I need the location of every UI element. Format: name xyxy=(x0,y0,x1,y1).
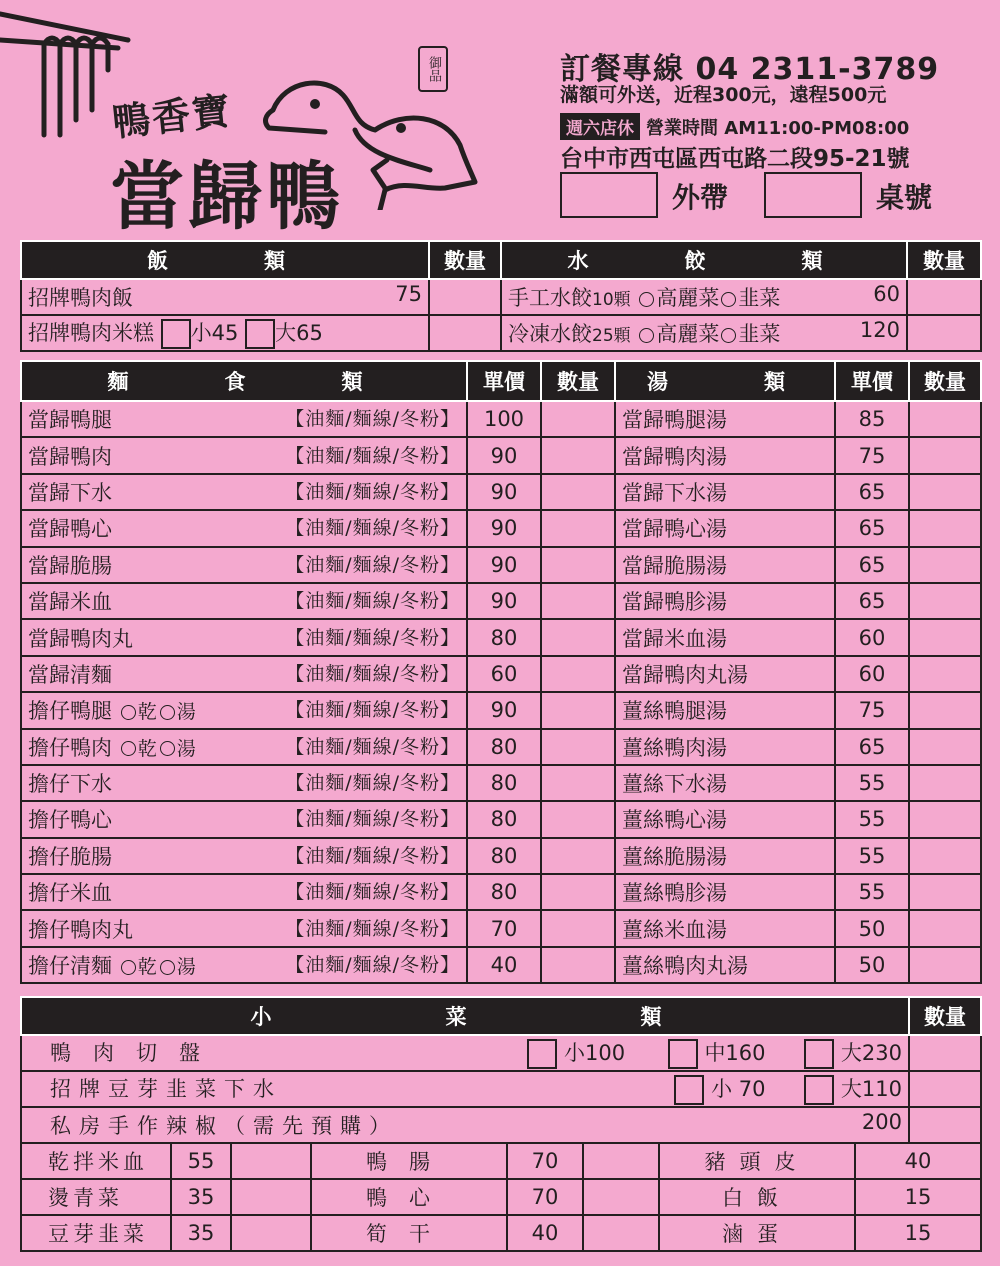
side-item-price: 35 xyxy=(171,1179,231,1215)
noodle-name: 擔仔鴨肉丸 xyxy=(28,917,133,942)
qty-cell[interactable] xyxy=(541,801,615,837)
noodle-options: 【油麵/麵線/冬粉】 xyxy=(285,444,460,467)
option-circle-icon[interactable] xyxy=(721,292,736,307)
qty-cell[interactable] xyxy=(909,729,981,765)
soup-name: 當歸鴨胗湯 xyxy=(615,583,835,619)
qty-cell[interactable] xyxy=(541,838,615,874)
qty-cell[interactable] xyxy=(429,279,501,315)
qty-cell[interactable] xyxy=(231,1179,311,1215)
side-item-price: 55 xyxy=(171,1143,231,1179)
soup-price: 55 xyxy=(835,874,909,910)
noodle-name: 擔仔鴨腿 xyxy=(28,699,112,724)
noodle-options: 【油麵/麵線/冬粉】 xyxy=(285,954,460,977)
soup-price: 55 xyxy=(835,765,909,801)
noodle-price: 80 xyxy=(467,729,541,765)
noodle-price: 60 xyxy=(467,656,541,692)
noodle-name: 當歸鴨肉 xyxy=(28,444,112,469)
option-circle-icon[interactable] xyxy=(160,960,175,975)
option-circle-icon[interactable] xyxy=(121,741,136,756)
noodle-item xyxy=(21,801,467,837)
size-checkbox[interactable] xyxy=(161,319,191,349)
noodle-item xyxy=(21,437,467,473)
qty-cell[interactable] xyxy=(541,765,615,801)
noodle-name: 當歸鴨腿 xyxy=(28,408,112,433)
soup-name: 當歸脆腸湯 xyxy=(615,547,835,583)
side-item-name: 滷蛋 xyxy=(659,1215,855,1251)
soup-name: 薑絲脆腸湯 xyxy=(615,838,835,874)
soup-price: 75 xyxy=(835,692,909,728)
brand-subtitle: 鴨香寶 xyxy=(110,88,235,145)
soup-price: 75 xyxy=(835,437,909,473)
noodle-options: 【油麵/麵線/冬粉】 xyxy=(285,772,460,795)
noodle-item: 擔仔鴨腿 乾 湯 【油麵/麵線/冬粉】 xyxy=(21,692,467,728)
option-circle-icon[interactable] xyxy=(721,328,736,343)
noodle-options: 【油麵/麵線/冬粉】 xyxy=(285,881,460,904)
soup-name: 薑絲鴨腿湯 xyxy=(615,692,835,728)
qty-cell[interactable] xyxy=(909,656,981,692)
qty-cell[interactable] xyxy=(909,838,981,874)
size-checkbox[interactable] xyxy=(668,1039,698,1069)
noodle-name: 當歸下水 xyxy=(28,480,112,505)
noodle-item xyxy=(21,765,467,801)
dumpling-item: 手工水餃10顆 高麗菜 韭菜 60 xyxy=(501,279,907,315)
table-row xyxy=(21,510,981,546)
soup-name: 薑絲鴨心湯 xyxy=(615,801,835,837)
qty-cell[interactable] xyxy=(909,692,981,728)
noodle-name: 當歸清麵 xyxy=(28,662,112,687)
qty-cell[interactable] xyxy=(909,474,981,510)
noodle-price: 80 xyxy=(467,619,541,655)
soup-name: 薑絲鴨肉丸湯 xyxy=(615,947,835,983)
dumpling-qty-header: 數量 xyxy=(907,241,981,279)
qty-cell[interactable] xyxy=(909,401,981,437)
qty-cell[interactable] xyxy=(909,1035,981,1071)
noodle-price: 80 xyxy=(467,765,541,801)
table-row xyxy=(21,619,981,655)
soup-price: 50 xyxy=(835,947,909,983)
soup-price: 50 xyxy=(835,910,909,946)
noodle-unit-header: 單價 xyxy=(467,361,541,401)
noodle-name: 當歸米血 xyxy=(28,590,112,615)
qty-cell[interactable] xyxy=(541,874,615,910)
table-row xyxy=(21,1179,981,1215)
soup-name: 當歸鴨心湯 xyxy=(615,510,835,546)
size-checkbox[interactable] xyxy=(527,1039,557,1069)
side-item-name: 豆芽韭菜 xyxy=(21,1215,171,1251)
rice-qty-header: 數量 xyxy=(429,241,501,279)
table-row xyxy=(21,474,981,510)
side-item-name: 白飯 xyxy=(659,1179,855,1215)
rice-item: 招牌鴨肉飯 75 xyxy=(21,279,429,315)
noodle-item: 擔仔鴨肉 乾 湯 【油麵/麵線/冬粉】 xyxy=(21,729,467,765)
qty-cell[interactable] xyxy=(231,1143,311,1179)
qty-cell[interactable] xyxy=(583,1215,659,1251)
qty-cell[interactable] xyxy=(909,910,981,946)
table-row xyxy=(21,838,981,874)
table-row xyxy=(21,437,981,473)
table-row xyxy=(21,801,981,837)
table-row xyxy=(21,1071,981,1107)
noodle-name: 當歸脆腸 xyxy=(28,553,112,578)
qty-cell[interactable] xyxy=(541,656,615,692)
qty-cell[interactable] xyxy=(429,315,501,351)
qty-cell[interactable] xyxy=(909,874,981,910)
side-item-name: 鴨心 xyxy=(311,1179,507,1215)
noodle-item xyxy=(21,547,467,583)
noodle-item: 擔仔清麵 乾 湯 【油麵/麵線/冬粉】 xyxy=(21,947,467,983)
qty-cell[interactable] xyxy=(909,619,981,655)
delivery-info: 滿額可外送，近程300元，遠程500元 xyxy=(560,84,887,106)
soup-name: 當歸鴨肉湯 xyxy=(615,437,835,473)
option-circle-icon[interactable] xyxy=(160,705,175,720)
side-item-price: 70 xyxy=(507,1179,583,1215)
qty-cell[interactable] xyxy=(541,510,615,546)
qty-cell[interactable] xyxy=(231,1215,311,1251)
noodle-options: 【油麵/麵線/冬粉】 xyxy=(285,699,460,722)
option-circle-icon[interactable] xyxy=(160,741,175,756)
rice-dumpling-table xyxy=(20,240,982,352)
noodle-options: 【油麵/麵線/冬粉】 xyxy=(285,626,460,649)
noodle-price: 40 xyxy=(467,947,541,983)
qty-cell[interactable] xyxy=(541,619,615,655)
table-row xyxy=(21,947,981,983)
noodle-name: 擔仔下水 xyxy=(28,772,112,797)
qty-cell[interactable] xyxy=(909,510,981,546)
table-row xyxy=(21,547,981,583)
noodle-options: 【油麵/麵線/冬粉】 xyxy=(285,590,460,613)
qty-cell[interactable] xyxy=(907,279,981,315)
side-item-price: 35 xyxy=(171,1215,231,1251)
dumpling-item: 冷凍水餃25顆 高麗菜 韭菜 120 xyxy=(501,315,907,351)
noodle-item xyxy=(21,583,467,619)
soup-price: 55 xyxy=(835,838,909,874)
noodle-price: 90 xyxy=(467,692,541,728)
noodle-name: 擔仔米血 xyxy=(28,881,112,906)
table-row xyxy=(21,583,981,619)
table-row xyxy=(21,401,981,437)
noodle-options: 【油麵/麵線/冬粉】 xyxy=(285,844,460,867)
noodle-name: 當歸鴨肉丸 xyxy=(28,626,133,651)
brand-title: 當歸鴨 xyxy=(110,154,344,240)
qty-cell[interactable] xyxy=(909,547,981,583)
side-item-price: 15 xyxy=(855,1179,981,1215)
noodle-soup-table xyxy=(20,360,982,984)
soup-name: 當歸鴨肉丸湯 xyxy=(615,656,835,692)
qty-cell[interactable] xyxy=(909,1107,981,1143)
noodle-name: 擔仔鴨心 xyxy=(28,808,112,833)
noodle-options: 【油麵/麵線/冬粉】 xyxy=(285,553,460,576)
soup-price: 65 xyxy=(835,729,909,765)
noodle-price: 70 xyxy=(467,910,541,946)
soup-name: 當歸下水湯 xyxy=(615,474,835,510)
table-row xyxy=(21,1143,981,1179)
table-row xyxy=(21,910,981,946)
business-hours xyxy=(560,113,909,140)
soup-name: 當歸鴨腿湯 xyxy=(615,401,835,437)
noodle-price: 90 xyxy=(467,437,541,473)
noodle-item xyxy=(21,910,467,946)
qty-cell[interactable] xyxy=(541,947,615,983)
qty-cell[interactable] xyxy=(583,1143,659,1179)
option-circle-icon[interactable] xyxy=(121,705,136,720)
side-item-name: 鴨腸 xyxy=(311,1143,507,1179)
noodle-item xyxy=(21,619,467,655)
qty-cell[interactable] xyxy=(541,910,615,946)
noodle-item xyxy=(21,838,467,874)
soup-price: 60 xyxy=(835,656,909,692)
qty-cell[interactable] xyxy=(541,692,615,728)
size-checkbox[interactable] xyxy=(245,319,275,349)
qty-cell[interactable] xyxy=(541,401,615,437)
qty-cell[interactable] xyxy=(583,1179,659,1215)
noodle-options: 【油麵/麵線/冬粉】 xyxy=(285,517,460,540)
qty-cell[interactable] xyxy=(909,765,981,801)
noodle-price: 90 xyxy=(467,510,541,546)
noodle-price: 90 xyxy=(467,547,541,583)
noodle-qty-header: 數量 xyxy=(541,361,615,401)
table-number-label: 桌號 xyxy=(876,181,933,214)
store-address: 台中市西屯區西屯路二段95-21號 xyxy=(560,146,910,172)
side-item-name: 燙青菜 xyxy=(21,1179,171,1215)
noodle-item xyxy=(21,401,467,437)
noodle-item xyxy=(21,510,467,546)
side-dish-table xyxy=(20,996,982,1252)
noodle-price: 90 xyxy=(467,474,541,510)
table-row xyxy=(21,729,981,765)
soup-price: 65 xyxy=(835,583,909,619)
side-item-price: 40 xyxy=(507,1215,583,1251)
dumpling-header: 水 餃 類 xyxy=(501,241,907,279)
soup-header: 湯 類 xyxy=(615,361,835,401)
noodle-name: 擔仔脆腸 xyxy=(28,844,112,869)
table-number-field[interactable] xyxy=(764,172,862,218)
noodle-header: 麵 食 類 xyxy=(21,361,467,401)
noodle-name: 擔仔鴨肉 xyxy=(28,735,112,760)
qty-cell[interactable] xyxy=(541,437,615,473)
side-item-price: 70 xyxy=(507,1143,583,1179)
soup-name: 薑絲鴨胗湯 xyxy=(615,874,835,910)
soup-unit-header: 單價 xyxy=(835,361,909,401)
table-row xyxy=(21,656,981,692)
table-row xyxy=(21,1107,981,1143)
noodle-options: 【油麵/麵線/冬粉】 xyxy=(285,480,460,503)
table-row xyxy=(21,1035,981,1071)
noodle-options: 【油麵/麵線/冬粉】 xyxy=(285,917,460,940)
noodle-options: 【油麵/麵線/冬粉】 xyxy=(285,408,460,431)
table-row xyxy=(21,279,981,315)
soup-price: 65 xyxy=(835,547,909,583)
qty-cell[interactable] xyxy=(541,583,615,619)
size-checkbox[interactable] xyxy=(674,1075,704,1105)
noodle-price: 80 xyxy=(467,801,541,837)
rice-item: 招牌鴨肉米糕 小45 大65 xyxy=(21,315,429,351)
soup-name: 薑絲鴨肉湯 xyxy=(615,729,835,765)
side-qty-header: 數量 xyxy=(909,997,981,1035)
side-item-name: 乾拌米血 xyxy=(21,1143,171,1179)
noodle-options: 【油麵/麵線/冬粉】 xyxy=(285,662,460,685)
table-row xyxy=(21,692,981,728)
noodle-price: 90 xyxy=(467,583,541,619)
sprout-item: 招牌豆芽韭菜下水 小 70 大110 xyxy=(21,1071,909,1107)
soup-price: 65 xyxy=(835,474,909,510)
soup-price: 60 xyxy=(835,619,909,655)
noodle-name: 當歸鴨心 xyxy=(28,517,112,542)
qty-cell[interactable] xyxy=(909,437,981,473)
qty-cell[interactable] xyxy=(909,947,981,983)
noodle-price: 100 xyxy=(467,401,541,437)
qty-cell[interactable] xyxy=(909,583,981,619)
noodle-item xyxy=(21,656,467,692)
size-checkbox[interactable] xyxy=(804,1039,834,1069)
qty-cell[interactable] xyxy=(909,801,981,837)
qty-cell[interactable] xyxy=(909,1071,981,1107)
noodle-price: 80 xyxy=(467,838,541,874)
soup-name: 薑絲米血湯 xyxy=(615,910,835,946)
qty-cell[interactable] xyxy=(541,474,615,510)
side-header: 小 菜 類 xyxy=(21,997,909,1035)
soup-qty-header: 數量 xyxy=(909,361,981,401)
takeout-checkbox[interactable] xyxy=(560,172,658,218)
option-circle-icon[interactable] xyxy=(639,292,654,307)
side-item-price: 15 xyxy=(855,1215,981,1251)
side-item-price: 40 xyxy=(855,1143,981,1179)
closed-day-badge: 週六店休 xyxy=(560,113,640,140)
order-hotline: 訂餐專線 04 2311-3789 xyxy=(560,52,940,87)
soup-price: 85 xyxy=(835,401,909,437)
rice-header: 飯 類 xyxy=(21,241,429,279)
soup-name: 薑絲下水湯 xyxy=(615,765,835,801)
noodle-options: 【油麵/麵線/冬粉】 xyxy=(285,808,460,831)
size-checkbox[interactable] xyxy=(804,1075,834,1105)
table-row xyxy=(21,1215,981,1251)
table-row xyxy=(21,765,981,801)
qty-cell[interactable] xyxy=(541,729,615,765)
table-row xyxy=(21,315,981,351)
takeout-label: 外帶 xyxy=(672,181,729,214)
platter-item: 鴨肉切盤 小100 中160 大230 xyxy=(21,1035,909,1071)
soup-price: 65 xyxy=(835,510,909,546)
imperial-seal: 御品 xyxy=(418,46,448,92)
noodle-options: 【油麵/麵線/冬粉】 xyxy=(285,735,460,758)
soup-price: 55 xyxy=(835,801,909,837)
table-row xyxy=(21,874,981,910)
noodle-price: 80 xyxy=(467,874,541,910)
noodle-name: 擔仔清麵 xyxy=(28,954,112,979)
chili-item: 私房手作辣椒（需先預購） 200 xyxy=(21,1107,909,1143)
noodle-item xyxy=(21,874,467,910)
side-item-name: 筍干 xyxy=(311,1215,507,1251)
hours-text: 營業時間 AM11:00-PM08:00 xyxy=(646,117,910,139)
side-item-name: 豬頭皮 xyxy=(659,1143,855,1179)
qty-cell[interactable] xyxy=(541,547,615,583)
soup-name: 當歸米血湯 xyxy=(615,619,835,655)
option-circle-icon[interactable] xyxy=(121,960,136,975)
duck-logo-icon xyxy=(255,70,480,210)
option-circle-icon[interactable] xyxy=(639,328,654,343)
noodle-item xyxy=(21,474,467,510)
qty-cell[interactable] xyxy=(907,315,981,351)
